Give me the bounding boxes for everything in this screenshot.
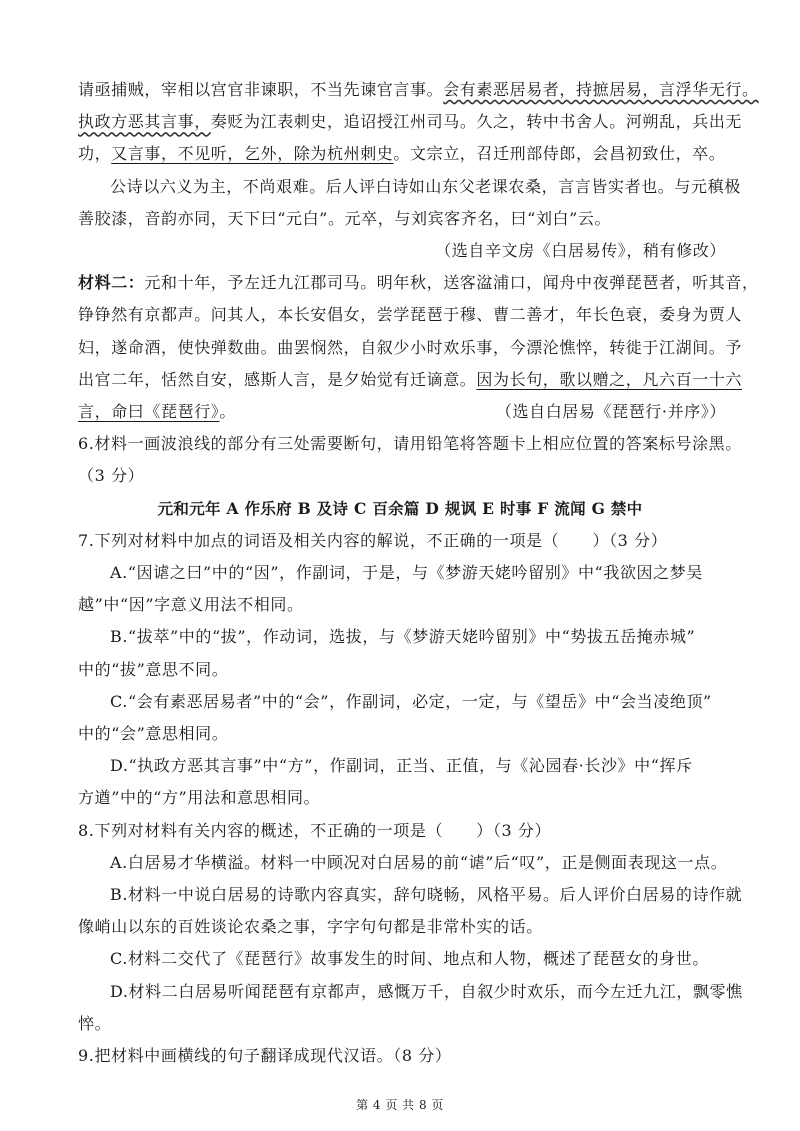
wavy-text: 执政方恶其言事， (78, 112, 211, 132)
q8-option-b-line-1: B.材料一中说白居易的诗歌内容真实，辞句晓畅，风格平易。后人评价白居易的诗作就 (110, 885, 743, 904)
material1-line-1 (78, 79, 759, 101)
q7-option-d-line-2: 方遒”中的“方”用法和意思相同。 (78, 788, 321, 808)
q8-stem: 8.下列对材料有关内容的概述，不正确的一项是（ ）（3 分） (78, 820, 552, 840)
material2-source: （选自白居易《琵琶行·并序》） (495, 402, 726, 421)
wavy-text: 会有素恶居易者，持摭居易，言浮华无行。 (443, 80, 759, 99)
q7-option-d-line-1: D.“执政方恶其言事”中“方”，作副词，正当、正值，与《沁园春·长沙》中“挥斥 (110, 756, 693, 776)
text-span: 。 (219, 402, 237, 421)
text-span: 。文宗立，召迁刑部侍郎，会昌初致仕，卒。 (393, 144, 726, 164)
q7-option-a-line-1: A.“因谑之曰”中的“因”，作副词，于是，与《梦游天姥吟留别》中“我欲因之梦吴 (110, 563, 703, 582)
material2-label: 材料二： (78, 273, 145, 293)
material2-line-3: 妇，遂命酒，使快弹数曲。曲罢悯然，自叙少小时欢乐事，今漂沦憔悴，转徙于江湖间。予 (78, 337, 743, 357)
page-footer: 第 4 页 共 8 页 (356, 1098, 444, 1112)
material1-line-3 (78, 143, 728, 165)
q9-stem: 9.把材料中画横线的句子翻译成现代汉语。（8 分） (78, 1046, 452, 1065)
material2-line-1 (78, 272, 759, 294)
q6-options: 元和元年 A 作乐府 B 及诗 C 百余篇 D 规讽 E 时事 F 流闻 G 禁中 (157, 498, 643, 518)
q7-option-b-line-1: B.“拔萃”中的“拔”，作动词，选拔，与《梦游天姥吟留别》中“势拔五岳掩赤城” (110, 627, 696, 647)
underlined-text: 因为长句，歌以赠之，凡六百一十六 (476, 369, 743, 389)
material2-line-2: 铮铮然有京都声。问其人，本长安倡女，尝学琵琶于穆、曹二善才，年长色衰，委身为贾人 (78, 305, 743, 325)
material1-source: （选自辛文房《白居易传》，稍有修改） (435, 241, 726, 260)
text-span: 元和十年，予左迁九江郡司马。明年秋，送客湓浦口，闻舟中夜弹琵琶者，听其音， (144, 273, 759, 293)
q8-option-b-line-2: 像峭山以东的百姓谈论农桑之事，字字句句都是非常朴实的话。 (78, 917, 543, 937)
text-span: 出官二年，恬然自安，感斯人言，是夕始觉有迁谪意。 (78, 369, 477, 389)
text-span: 请亟捕贼，宰相以宫官非谏职，不当先谏官言事。 (78, 80, 444, 99)
q7-stem: 7.下列对材料中加点的词语及相关内容的解说，不正确的一项是（ ）（3 分） (78, 530, 668, 550)
material1-line-2 (78, 111, 743, 133)
material1-para2-line-1: 公诗以六义为主，不尚艰难。后人评白诗如山东父老课农桑，言言皆实者也。与元稹极 (110, 176, 741, 196)
text-span: 奏贬为江表刺史，追诏授江州司马。久之，转中书舍人。河朔乱，兵出无 (210, 112, 743, 132)
q8-option-a: A.白居易才华横溢。材料一中顾况对白居易的前“谑”后“叹”，正是侧面表现这一点。 (110, 852, 728, 872)
material1-para2-line-2: 善胶漆，音韵亦同，天下曰“元白”。元卒，与刘宾客齐名，曰“刘白”云。 (78, 208, 612, 228)
q8-option-c: C.材料二交代了《琵琶行》故事发生的时间、地点和人物，概述了琵琶女的身世。 (110, 949, 709, 969)
q7-option-c-line-2: 中的“会”意思相同。 (78, 724, 229, 743)
material2-line-4 (78, 369, 743, 391)
q7-option-c-line-1: C.“会有素恶居易者”中的“会”，作副词，必定，一定，与《望岳》中“会当凌绝顶” (110, 691, 712, 711)
text-span: 功， (78, 144, 112, 164)
underlined-text: 言，命曰《琵琶行》 (78, 402, 220, 421)
q7-option-a-line-2: 越”中“因”字意义用法不相同。 (78, 595, 304, 615)
q6-stem: 6.材料一画波浪线的部分有三处需要断句，请用铅笔将答题卡上相应位置的答案标号涂黑。 (78, 434, 742, 454)
q7-option-b-line-2: 中的“拔”意思不同。 (78, 659, 229, 679)
q8-option-d-line-2: 悴。 (78, 1013, 112, 1033)
q8-option-d-line-1: D.材料二白居易听闻琵琶有京都声，感慨万千，自叙少时欢乐，而今左迁九江，飘零憔 (110, 981, 743, 1001)
underlined-text: 又言事，不见听，乞外，除为杭州刺史 (111, 144, 394, 164)
q6-score: （3 分） (78, 466, 145, 486)
